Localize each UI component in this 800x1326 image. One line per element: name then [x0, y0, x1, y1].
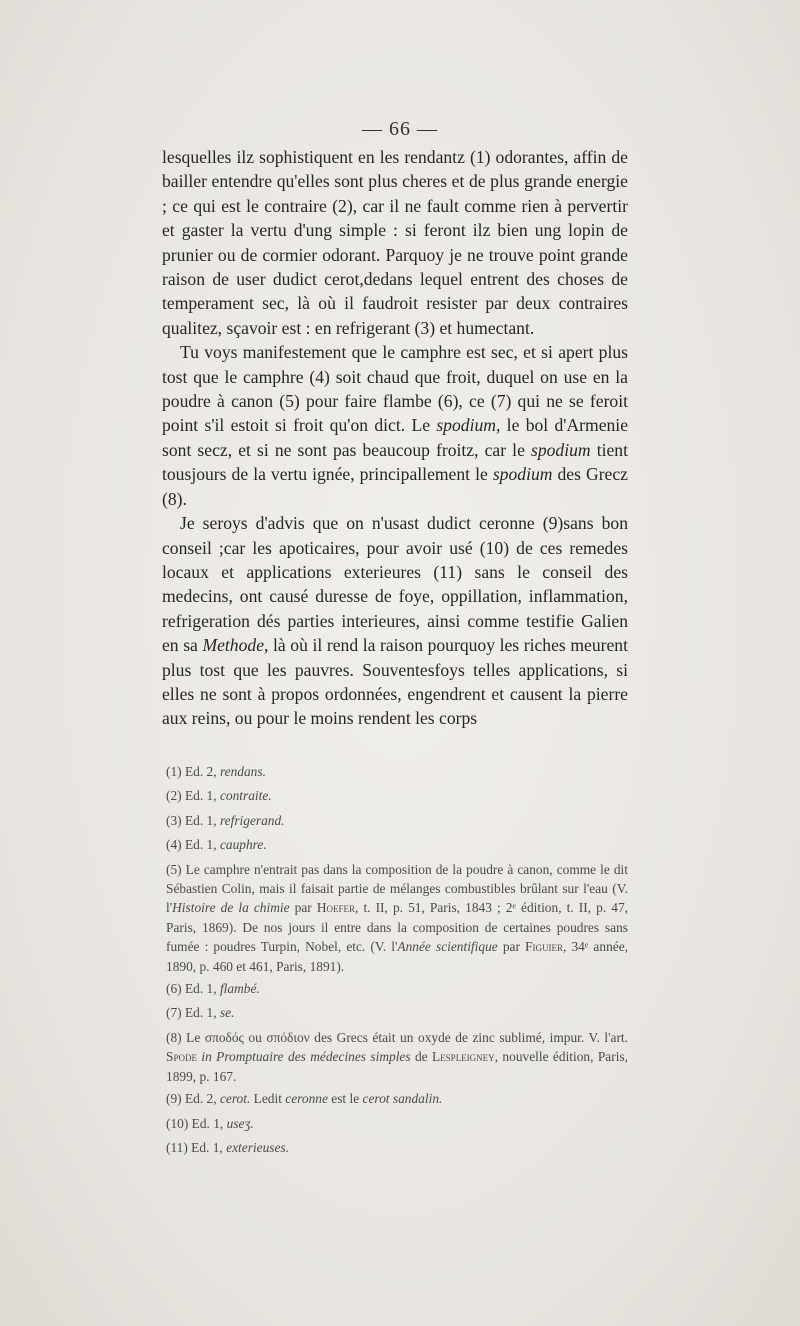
footnote-9 — [162, 1089, 628, 1108]
footnote-text: ou — [243, 1029, 267, 1045]
footnote-11 — [162, 1138, 628, 1157]
p2-spodium-1: spodium — [436, 415, 496, 436]
p3-text-a: Je seroys d'advis que on n'usast dudict ceronne (9)sans bon conseil ;car les apoticaires, pour avoir usé (10) de ces remedes locaux et applications exterieures (11) sans le conseil des medecins, ont causé duresse de foye, oppillation, inflammation, refrigeration dés parties interieures, ainsi comme testifie Galien en sa — [162, 513, 628, 656]
footnote-text: (5) Le camphre n'entrait pas dans la composition de la poudre à canon, comme le dit Sébastien Colin, mais il faisait partie de mélanges combustibles brûlant sur l'eau (V. l' — [166, 861, 628, 916]
footnotes — [162, 762, 628, 1162]
footnote-variant: se. — [219, 1005, 235, 1021]
footnote-author: Hoefer — [316, 900, 356, 916]
footnote-text: Ledit — [250, 1091, 286, 1107]
p2-spodium-2: spodium — [530, 439, 591, 460]
footnote-label: (9) Ed. 2, — [166, 1091, 217, 1107]
footnote-greek: σποδός — [204, 1029, 244, 1045]
footnote-3 — [162, 811, 628, 830]
footnote-variant: exterieuses. — [226, 1139, 289, 1155]
footnote-title: in Promptuaire des médecines simples — [201, 1049, 411, 1065]
footnote-5 — [162, 860, 628, 976]
footnote-variant: contraite. — [219, 788, 272, 804]
footnote-variant: useʒ. — [226, 1115, 254, 1131]
footnote-8 — [162, 1028, 628, 1086]
p2-text-a: Tu voys manifestement que le camphre est sec, et si apert plus tost que le camphre (4) soit chaud que froit, duquel on use en la poudre à canon (5) pour faire flambe (6), ce (7) qui ne se feroit point s'il estoit si froit qu'on dict. Le — [162, 342, 628, 436]
footnote-text: est le — [327, 1091, 363, 1107]
footnote-1 — [162, 762, 628, 781]
p2-text-d: des Grecz (8). — [162, 464, 628, 509]
footnote-greek: σπόδιον — [266, 1029, 310, 1045]
footnote-variant: flambé. — [219, 981, 260, 997]
footnote-7 — [162, 1003, 628, 1022]
footnote-4 — [162, 835, 628, 854]
p3-methode: Methode — [202, 635, 265, 656]
footnote-6 — [162, 979, 628, 998]
footnote-variant: ceronne — [285, 1091, 328, 1107]
footnote-label: (4) Ed. 1, — [166, 837, 217, 853]
p3-text-b: , là où il rend la raison pourquoy les riches meurent plus tost que les pauvres. Souventesfoys telles applications, si elles ne sont à propos ordonnées, engendrent et causent la pierre aux reins, ou pour le moins rendent les corps — [162, 635, 628, 729]
footnote-label: (11) Ed. 1, — [166, 1139, 223, 1155]
footnote-label: (3) Ed. 1, — [166, 812, 217, 828]
footnote-2 — [162, 786, 628, 805]
p2-spodium-3: spodium — [492, 464, 553, 485]
footnote-label: (6) Ed. 1, — [166, 981, 217, 997]
footnote-text: , nouvelle édition, Paris, 1899, p. 167. — [166, 1049, 628, 1084]
footnote-text: de — [410, 1049, 432, 1065]
paragraph-3 — [162, 511, 628, 731]
footnote-label: (1) Ed. 2, — [166, 764, 217, 779]
paragraph-2 — [162, 340, 628, 511]
footnote-label: (2) Ed. 1, — [166, 788, 217, 804]
footnote-variant: cerot sandalin. — [362, 1091, 443, 1107]
footnote-title: Histoire de la chimie — [172, 900, 290, 916]
page-number: — 66 — — [362, 118, 438, 140]
body-text — [162, 145, 628, 731]
footnote-text: , t. II, p. 51, Paris, 1843 ; 2ᵉ édition, t. II, p. 47, Paris, 1869). De nos jours il entre dans la composition de certaines poudres sans fumée : poudres Turpin, Nobel, etc. (V. l' — [166, 900, 629, 955]
paragraph-1: lesquelles ilz sophistiquent en les rendantz (1) odorantes, affin de bailler entendre qu'elles sont plus cheres et de plus grande energie ; ce qui est le contraire (2), car il ne fault comme rien à pervertir et gaster la vertu d'ung simple : si feront ilz bien ung lopin de prunier ou de cormier odorant. Parquoy je ne trouve point grande raison de user dudict cerot,dedans lequel entrent des choses de temperament sec, là où il faudroit resister par deux contraires qualitez, sçavoir est : en refrigerant (3) et humectant. — [162, 147, 628, 338]
footnote-text: , 34ᵉ année, 1890, p. 460 et 461, Paris, 1891). — [166, 939, 628, 974]
footnote-title: Année scientifique — [397, 939, 498, 955]
footnote-label: (10) Ed. 1, — [166, 1115, 224, 1131]
footnote-label: (7) Ed. 1, — [166, 1005, 217, 1021]
footnote-text: des Grecs était un oxyde de zinc sublimé, impur. V. l'art. — [309, 1029, 628, 1045]
p2-text-c: tient tousjours de la vertu ignée, principallement le — [162, 439, 628, 485]
p2-text-b: , le bol d'Armenie sont secz, et si ne sont pas beaucoup froitz, car le — [162, 415, 629, 460]
footnote-variant: refrigerand. — [219, 812, 285, 828]
footnote-author: Lespleigney — [432, 1049, 495, 1065]
footnote-text: par — [289, 900, 317, 916]
footnote-10 — [162, 1114, 628, 1133]
footnote-variant: cerot. — [219, 1091, 251, 1107]
footnote-variant: cauphre. — [219, 837, 267, 853]
footnote-variant: rendans. — [219, 764, 266, 779]
footnote-text: par — [497, 939, 526, 955]
footnote-text: (8) Le — [166, 1029, 205, 1045]
footnote-article: Spode — [166, 1049, 197, 1065]
footnote-author: Figuier — [525, 939, 564, 955]
